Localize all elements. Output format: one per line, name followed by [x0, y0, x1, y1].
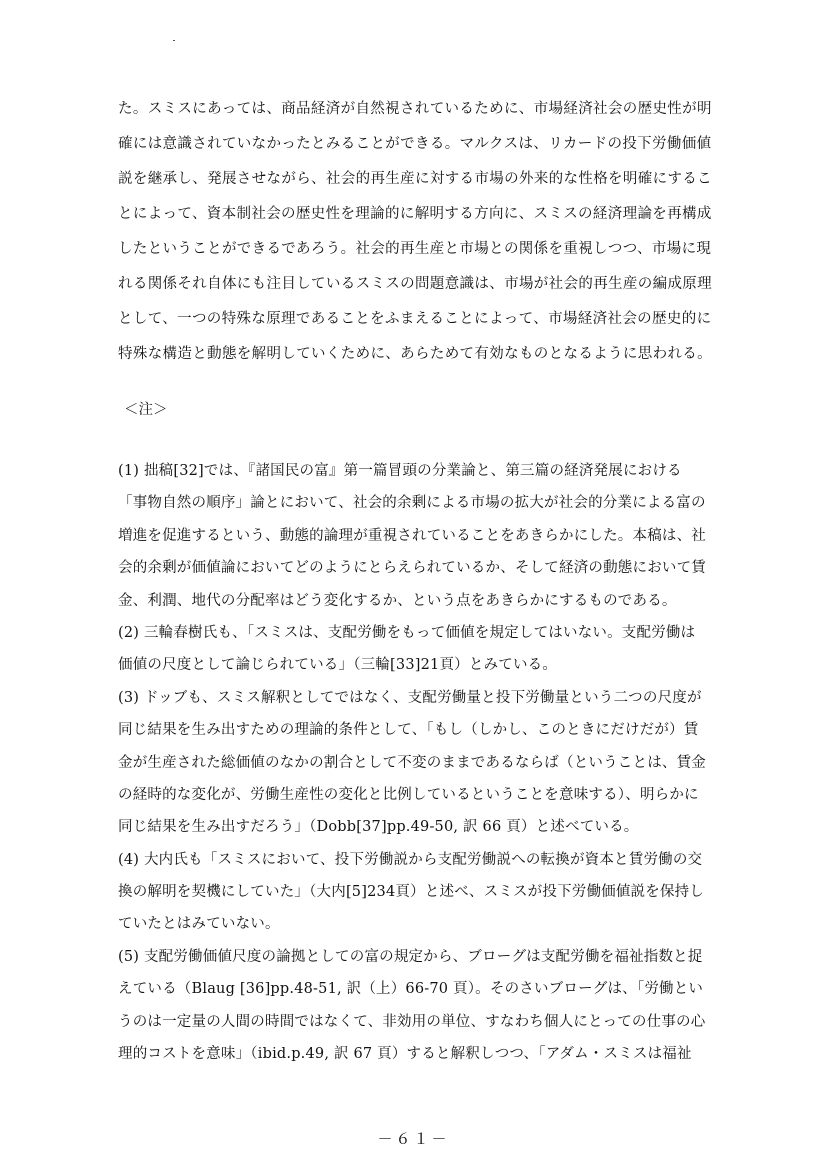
note-line: 同じ結果を生み出すだろう」（Dobb[37]pp.49-50, 訳 66 頁）と述べている。 — [118, 819, 639, 836]
note-line: (2) 三輪春樹氏も、「スミスは、支配労働をもって価値を規定してはいない。支配労働は — [118, 624, 696, 641]
note-line: うのは一定量の人間の時間ではなくて、非効用の単位、すなわち個人にとっての仕事の心 — [118, 1013, 706, 1030]
note-line: 理的コストを意味」（ibid.p.49, 訳 67 頁）すると解釈しつつ、「アダム・スミスは福祉 — [118, 1046, 692, 1063]
body-paragraph — [118, 92, 730, 372]
body-line: として、一つの特殊な原理であることをふまえることによって、市場経済社会の歴史的に — [118, 311, 712, 327]
body-line: 確には意識されていなかったとみることができる。マルクスは、リカードの投下労働価値 — [118, 136, 712, 152]
body-line: とによって、資本制社会の歴史性を理論的に解明する方向に、スミスの経済理論を再構成 — [118, 206, 712, 222]
note-line: 増進を促進するという、動態的論理が重視されていることをあきらかにした。本稿は、社 — [118, 527, 706, 544]
notes-heading: ＜注＞ — [124, 402, 168, 418]
note-line: 会的余剰が価値論においてどのようにとらえられているか、そして経済の動態において賃 — [118, 560, 706, 577]
page-number: －６１－ — [377, 1130, 450, 1148]
note-line: 「事物自然の順序」論とにおいて、社会的余剰による市場の拡大が社会的分業による富の — [118, 495, 706, 512]
body-line: 特殊な構造と動態を解明していくために、あらためて有効なものとなるように思われる。 — [118, 346, 712, 362]
note-line: の経時的な変化が、労働生産性の変化と比例しているということを意味する）、明らかに — [118, 786, 699, 803]
note-line: 価値の尺度として論じられている」（三輪[33]21頁）とみている。 — [118, 657, 558, 674]
note-line: 換の解明を契機にしていた」（大内[5]234頁）と述べ、スミスが投下労働価値説を保持し — [118, 884, 705, 901]
body-line: 説を継承し、発展させながら、社会的再生産に対する市場の外来的な性格を明確にするこ — [118, 171, 712, 187]
scan-speck — [173, 40, 175, 41]
note-line: ていたとはみていない。 — [118, 916, 280, 933]
note-line: 金が生産された総価値のなかの割合として不変のままであるならば（ということは、賃金 — [118, 754, 706, 771]
note-line: (1) 拙稿[32]では、『諸国民の富』第一篇冒頭の分業論と、第三篇の経済発展における — [118, 463, 682, 479]
note-line: えている（Blaug [36]pp.48-51, 訳（上）66-70 頁）。そのさいブローグは、「労働とい — [118, 981, 704, 998]
note-line: (5) 支配労働価値尺度の論拠としての富の規定から、ブローグは支配労働を福祉指数と捉 — [118, 948, 703, 965]
body-line: た。スミスにあっては、商品経済が自然視されているために、市場経済社会の歴史性が明 — [118, 101, 712, 117]
note-line: (3) ドッブも、スミス解釈としてではなく、支配労働量と投下労働量という二つの尺度が — [118, 689, 702, 706]
notes-section — [118, 455, 730, 1070]
body-line: したということができるであろう。社会的再生産と市場との関係を重視しつつ、市場に現 — [118, 241, 712, 257]
note-line: 金、利潤、地代の分配率はどう変化するか、という点をあきらかにするものである。 — [118, 592, 677, 609]
note-line: 同じ結果を生み出すための理論的条件として、「もし（しかし、このときにだけだが）賃 — [118, 722, 699, 739]
note-line: (4) 大内氏も「スミスにおいて、投下労働説から支配労働説への転換が資本と賃労働の交 — [118, 851, 703, 868]
body-line: れる関係それ自体にも注目しているスミスの問題意識は、市場が社会的再生産の編成原理 — [118, 276, 712, 292]
